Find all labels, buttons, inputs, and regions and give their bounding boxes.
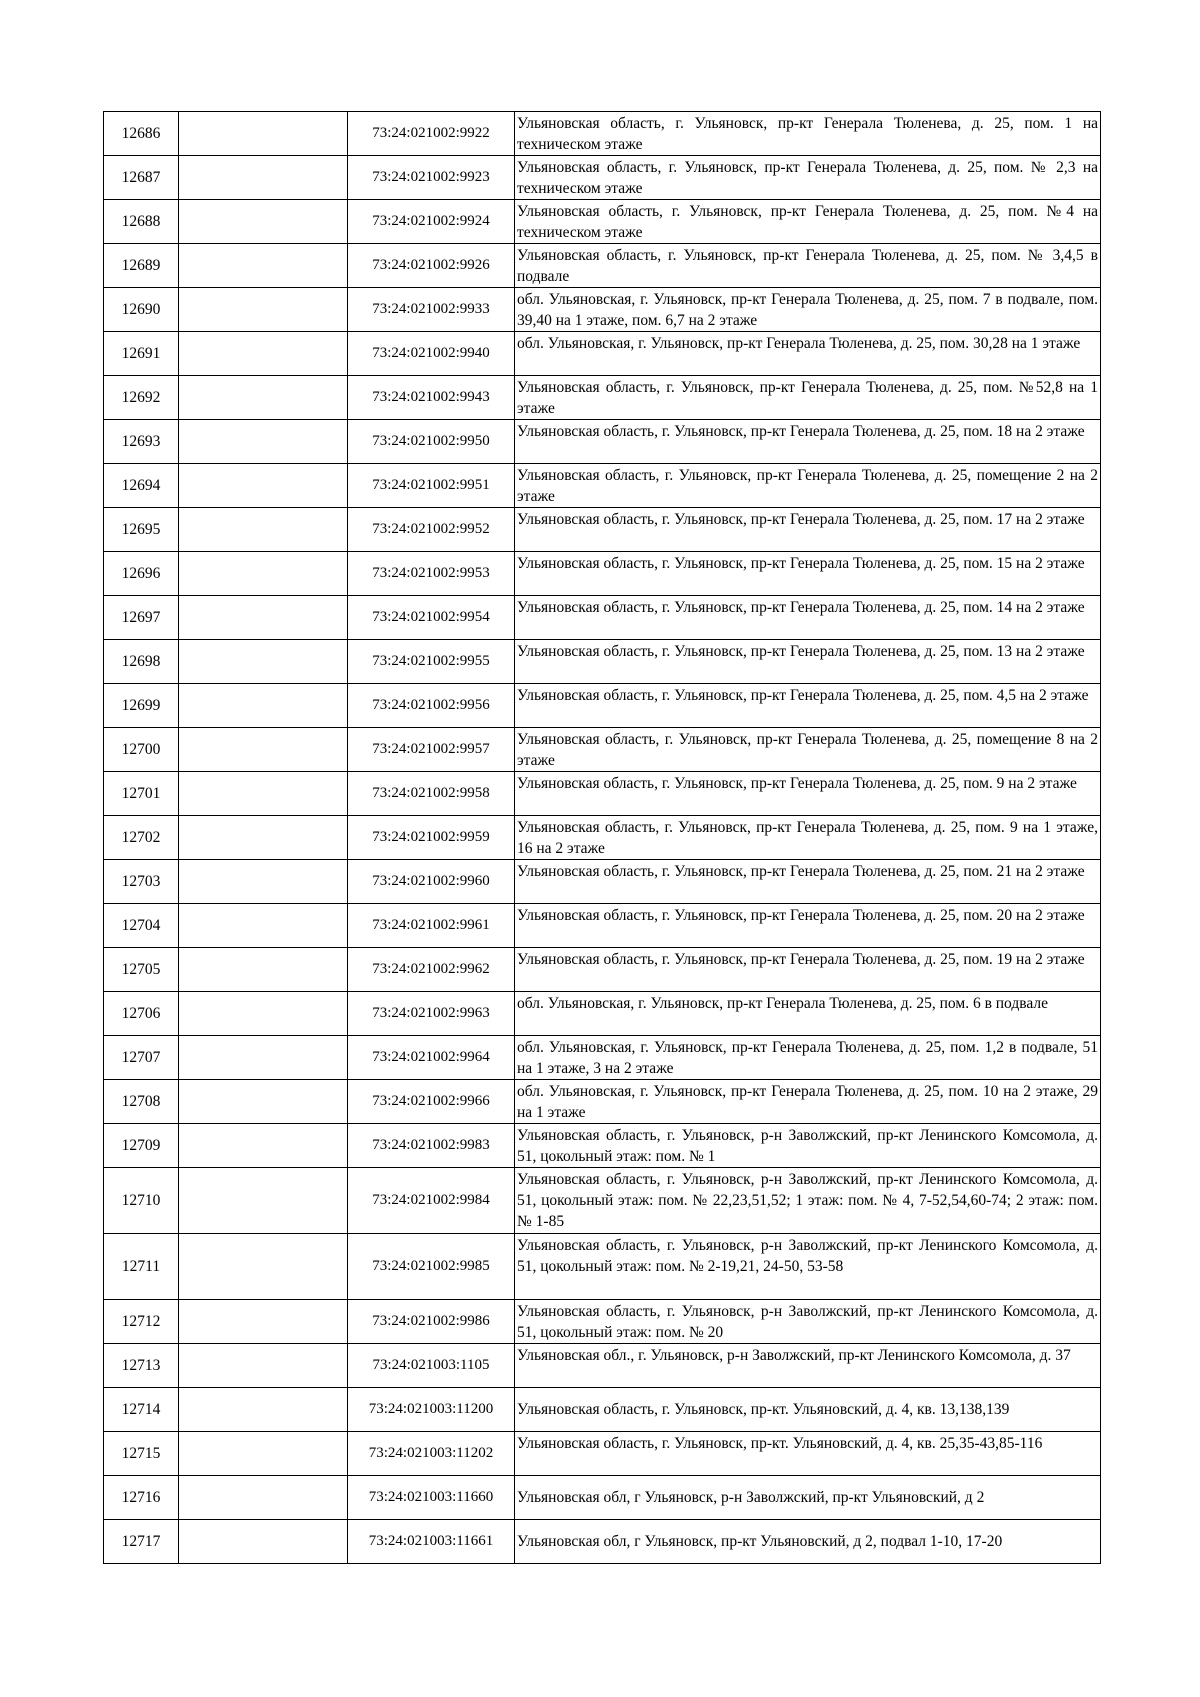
empty-cell <box>179 1344 348 1388</box>
row-number-cell: 12687 <box>104 156 179 200</box>
row-number-cell: 12714 <box>104 1388 179 1432</box>
cadastral-number-cell: 73:24:021002:9940 <box>348 332 515 376</box>
empty-cell <box>179 992 348 1036</box>
empty-cell <box>179 552 348 596</box>
table-row <box>104 156 1101 200</box>
row-number-cell: 12710 <box>104 1168 179 1234</box>
table-row <box>104 1080 1101 1124</box>
row-number-cell: 12691 <box>104 332 179 376</box>
cadastral-number-cell: 73:24:021002:9963 <box>348 992 515 1036</box>
empty-cell <box>179 332 348 376</box>
table-row <box>104 332 1101 376</box>
address-cell: Ульяновская область, г. Ульяновск, пр-кт Генерала Тюленева, д. 25, помещение 2 на 2 этаже <box>515 464 1101 508</box>
table-row <box>104 244 1101 288</box>
empty-cell <box>179 860 348 904</box>
address-cell: Ульяновская обл, г Ульяновск, р-н Заволжский, пр-кт Ульяновский, д 2 <box>515 1476 1101 1520</box>
table-row <box>104 1234 1101 1300</box>
cadastral-number-cell: 73:24:021002:9962 <box>348 948 515 992</box>
cadastral-number-cell: 73:24:021002:9956 <box>348 684 515 728</box>
address-cell: обл. Ульяновская, г. Ульяновск, пр-кт Генерала Тюленева, д. 25, пом. 1,2 в подвале, 51 на 1 этаже, 3 на 2 этаже <box>515 1036 1101 1080</box>
cadastral-number-cell: 73:24:021002:9943 <box>348 376 515 420</box>
table-row <box>104 1520 1101 1564</box>
row-number-cell: 12693 <box>104 420 179 464</box>
row-number-cell: 12712 <box>104 1300 179 1344</box>
empty-cell <box>179 904 348 948</box>
empty-cell <box>179 816 348 860</box>
address-cell: Ульяновская обл., г. Ульяновск, р-н Заволжский, пр-кт Ленинского Комсомола, д. 37 <box>515 1344 1101 1388</box>
row-number-cell: 12703 <box>104 860 179 904</box>
cadastral-number-cell: 73:24:021002:9951 <box>348 464 515 508</box>
table-row <box>104 640 1101 684</box>
empty-cell <box>179 1168 348 1234</box>
row-number-cell: 12704 <box>104 904 179 948</box>
row-number-cell: 12709 <box>104 1124 179 1168</box>
row-number-cell: 12716 <box>104 1476 179 1520</box>
table-row <box>104 948 1101 992</box>
address-cell: Ульяновская обл, г Ульяновск, пр-кт Ульяновский, д 2, подвал 1-10, 17-20 <box>515 1520 1101 1564</box>
address-cell: Ульяновская область, г. Ульяновск, пр-кт Генерала Тюленева, д. 25, пом. 14 на 2 этаже <box>515 596 1101 640</box>
table-row <box>104 112 1101 156</box>
cadastral-number-cell: 73:24:021002:9958 <box>348 772 515 816</box>
empty-cell <box>179 508 348 552</box>
address-cell: Ульяновская область, г. Ульяновск, пр-кт. Ульяновский, д. 4, кв. 13,138,139 <box>515 1388 1101 1432</box>
table-row <box>104 552 1101 596</box>
table-row <box>104 684 1101 728</box>
cadastral-number-cell: 73:24:021002:9922 <box>348 112 515 156</box>
cadastral-number-cell: 73:24:021003:11200 <box>348 1388 515 1432</box>
cadastral-number-cell: 73:24:021003:11661 <box>348 1520 515 1564</box>
address-cell: Ульяновская область, г. Ульяновск, пр-кт Генерала Тюленева, д. 25, пом. 9 на 2 этаже <box>515 772 1101 816</box>
address-cell: Ульяновская область, г. Ульяновск, пр-кт. Ульяновский, д. 4, кв. 25,35-43,85-116 <box>515 1432 1101 1476</box>
empty-cell <box>179 640 348 684</box>
row-number-cell: 12686 <box>104 112 179 156</box>
empty-cell <box>179 376 348 420</box>
cadastral-number-cell: 73:24:021002:9986 <box>348 1300 515 1344</box>
cadastral-number-cell: 73:24:021002:9933 <box>348 288 515 332</box>
cadastral-number-cell: 73:24:021002:9924 <box>348 200 515 244</box>
cadastral-number-cell: 73:24:021002:9950 <box>348 420 515 464</box>
row-number-cell: 12697 <box>104 596 179 640</box>
table-row <box>104 728 1101 772</box>
empty-cell <box>179 1388 348 1432</box>
empty-cell <box>179 1520 348 1564</box>
empty-cell <box>179 1476 348 1520</box>
row-number-cell: 12705 <box>104 948 179 992</box>
row-number-cell: 12707 <box>104 1036 179 1080</box>
empty-cell <box>179 156 348 200</box>
address-cell: Ульяновская область, г. Ульяновск, пр-кт Генерала Тюленева, д. 25, пом. 15 на 2 этаже <box>515 552 1101 596</box>
row-number-cell: 12696 <box>104 552 179 596</box>
row-number-cell: 12699 <box>104 684 179 728</box>
row-number-cell: 12711 <box>104 1234 179 1300</box>
table-row <box>104 992 1101 1036</box>
empty-cell <box>179 1124 348 1168</box>
cadastral-number-cell: 73:24:021002:9984 <box>348 1168 515 1234</box>
table-row <box>104 1344 1101 1388</box>
empty-cell <box>179 420 348 464</box>
address-cell: Ульяновская область, г. Ульяновск, пр-кт Генерала Тюленева, д. 25, пом. 19 на 2 этаже <box>515 948 1101 992</box>
cadastral-number-cell: 73:24:021002:9961 <box>348 904 515 948</box>
table-row <box>104 1432 1101 1476</box>
address-cell: обл. Ульяновская, г. Ульяновск, пр-кт Генерала Тюленева, д. 25, пом. 10 на 2 этаже, 29 на 1 этаже <box>515 1080 1101 1124</box>
row-number-cell: 12717 <box>104 1520 179 1564</box>
table-row <box>104 288 1101 332</box>
cadastral-number-cell: 73:24:021002:9966 <box>348 1080 515 1124</box>
table-row <box>104 1300 1101 1344</box>
address-cell: Ульяновская область, г. Ульяновск, р-н Заволжский, пр-кт Ленинского Комсомола, д. 51, цокольный этаж: пом. № 22,23,51,52; 1 этаж: пом. № 4, 7-52,54,60-74; 2 этаж: пом. № 1-85 <box>515 1168 1101 1234</box>
address-cell: Ульяновская область, г. Ульяновск, пр-кт Генерала Тюленева, д. 25, пом. 1 на техническом этаже <box>515 112 1101 156</box>
empty-cell <box>179 1432 348 1476</box>
cadastral-number-cell: 73:24:021002:9953 <box>348 552 515 596</box>
table-row <box>104 1476 1101 1520</box>
row-number-cell: 12708 <box>104 1080 179 1124</box>
cadastral-number-cell: 73:24:021002:9926 <box>348 244 515 288</box>
cadastral-number-cell: 73:24:021002:9960 <box>348 860 515 904</box>
table-row <box>104 1388 1101 1432</box>
cadastral-number-cell: 73:24:021002:9985 <box>348 1234 515 1300</box>
empty-cell <box>179 684 348 728</box>
cadastral-number-cell: 73:24:021002:9957 <box>348 728 515 772</box>
table-row <box>104 596 1101 640</box>
empty-cell <box>179 1234 348 1300</box>
table-row <box>104 464 1101 508</box>
empty-cell <box>179 728 348 772</box>
row-number-cell: 12706 <box>104 992 179 1036</box>
table-row <box>104 1124 1101 1168</box>
cadastral-number-cell: 73:24:021002:9959 <box>348 816 515 860</box>
table-row <box>104 1168 1101 1234</box>
empty-cell <box>179 288 348 332</box>
address-cell: Ульяновская область, г. Ульяновск, пр-кт Генерала Тюленева, д. 25, пом. 4,5 на 2 этаже <box>515 684 1101 728</box>
address-cell: Ульяновская область, г. Ульяновск, пр-кт Генерала Тюленева, д. 25, помещение 8 на 2 этаже <box>515 728 1101 772</box>
table-row <box>104 376 1101 420</box>
row-number-cell: 12690 <box>104 288 179 332</box>
address-cell: Ульяновская область, г. Ульяновск, пр-кт Генерала Тюленева, д. 25, пом. №52,8 на 1 этаже <box>515 376 1101 420</box>
empty-cell <box>179 596 348 640</box>
table-row <box>104 420 1101 464</box>
row-number-cell: 12689 <box>104 244 179 288</box>
cadastral-number-cell: 73:24:021002:9952 <box>348 508 515 552</box>
row-number-cell: 12692 <box>104 376 179 420</box>
address-cell: Ульяновская область, г. Ульяновск, пр-кт Генерала Тюленева, д. 25, пом. 21 на 2 этаже <box>515 860 1101 904</box>
address-cell: обл. Ульяновская, г. Ульяновск, пр-кт Генерала Тюленева, д. 25, пом. 6 в подвале <box>515 992 1101 1036</box>
empty-cell <box>179 1080 348 1124</box>
empty-cell <box>179 244 348 288</box>
row-number-cell: 12688 <box>104 200 179 244</box>
table-row <box>104 508 1101 552</box>
address-cell: Ульяновская область, г. Ульяновск, пр-кт Генерала Тюленева, д. 25, пом. 9 на 1 этаже, 16 на 2 этаже <box>515 816 1101 860</box>
cadastral-number-cell: 73:24:021003:11202 <box>348 1432 515 1476</box>
empty-cell <box>179 948 348 992</box>
cadastral-number-cell: 73:24:021002:9923 <box>348 156 515 200</box>
cadastral-number-cell: 73:24:021003:1105 <box>348 1344 515 1388</box>
row-number-cell: 12695 <box>104 508 179 552</box>
address-cell: Ульяновская область, г. Ульяновск, пр-кт Генерала Тюленева, д. 25, пом. 18 на 2 этаже <box>515 420 1101 464</box>
empty-cell <box>179 200 348 244</box>
row-number-cell: 12701 <box>104 772 179 816</box>
row-number-cell: 12698 <box>104 640 179 684</box>
address-cell: Ульяновская область, г. Ульяновск, р-н Заволжский, пр-кт Ленинского Комсомола, д. 51, цокольный этаж: пом. № 20 <box>515 1300 1101 1344</box>
registry-table-body <box>104 112 1101 1564</box>
address-cell: Ульяновская область, г. Ульяновск, пр-кт Генерала Тюленева, д. 25, пом. № 2,3 на техническом этаже <box>515 156 1101 200</box>
address-cell: Ульяновская область, г. Ульяновск, р-н Заволжский, пр-кт Ленинского Комсомола, д. 51, цокольный этаж: пом. № 1 <box>515 1124 1101 1168</box>
table-row <box>104 860 1101 904</box>
address-cell: Ульяновская область, г. Ульяновск, пр-кт Генерала Тюленева, д. 25, пом. 20 на 2 этаже <box>515 904 1101 948</box>
row-number-cell: 12694 <box>104 464 179 508</box>
address-cell: обл. Ульяновская, г. Ульяновск, пр-кт Генерала Тюленева, д. 25, пом. 30,28 на 1 этаже <box>515 332 1101 376</box>
table-row <box>104 772 1101 816</box>
address-cell: Ульяновская область, г. Ульяновск, пр-кт Генерала Тюленева, д. 25, пом. №4 на техническом этаже <box>515 200 1101 244</box>
table-row <box>104 200 1101 244</box>
empty-cell <box>179 112 348 156</box>
cadastral-number-cell: 73:24:021002:9964 <box>348 1036 515 1080</box>
cadastral-number-cell: 73:24:021002:9954 <box>348 596 515 640</box>
address-cell: обл. Ульяновская, г. Ульяновск, пр-кт Генерала Тюленева, д. 25, пом. 7 в подвале, пом. 39,40 на 1 этаже, пом. 6,7 на 2 этаже <box>515 288 1101 332</box>
cadastral-number-cell: 73:24:021003:11660 <box>348 1476 515 1520</box>
table-row <box>104 904 1101 948</box>
empty-cell <box>179 1300 348 1344</box>
address-cell: Ульяновская область, г. Ульяновск, пр-кт Генерала Тюленева, д. 25, пом. 17 на 2 этаже <box>515 508 1101 552</box>
address-cell: Ульяновская область, г. Ульяновск, пр-кт Генерала Тюленева, д. 25, пом. 13 на 2 этаже <box>515 640 1101 684</box>
address-cell: Ульяновская область, г. Ульяновск, пр-кт Генерала Тюленева, д. 25, пом. № 3,4,5 в подвале <box>515 244 1101 288</box>
address-cell: Ульяновская область, г. Ульяновск, р-н Заволжский, пр-кт Ленинского Комсомола, д. 51, цокольный этаж: пом. № 2-19,21, 24-50, 53-58 <box>515 1234 1101 1300</box>
empty-cell <box>179 464 348 508</box>
table-row <box>104 816 1101 860</box>
cadastral-number-cell: 73:24:021002:9955 <box>348 640 515 684</box>
row-number-cell: 12715 <box>104 1432 179 1476</box>
row-number-cell: 12713 <box>104 1344 179 1388</box>
row-number-cell: 12702 <box>104 816 179 860</box>
table-row <box>104 1036 1101 1080</box>
empty-cell <box>179 772 348 816</box>
empty-cell <box>179 1036 348 1080</box>
cadastral-number-cell: 73:24:021002:9983 <box>348 1124 515 1168</box>
row-number-cell: 12700 <box>104 728 179 772</box>
registry-table <box>103 111 1101 1564</box>
